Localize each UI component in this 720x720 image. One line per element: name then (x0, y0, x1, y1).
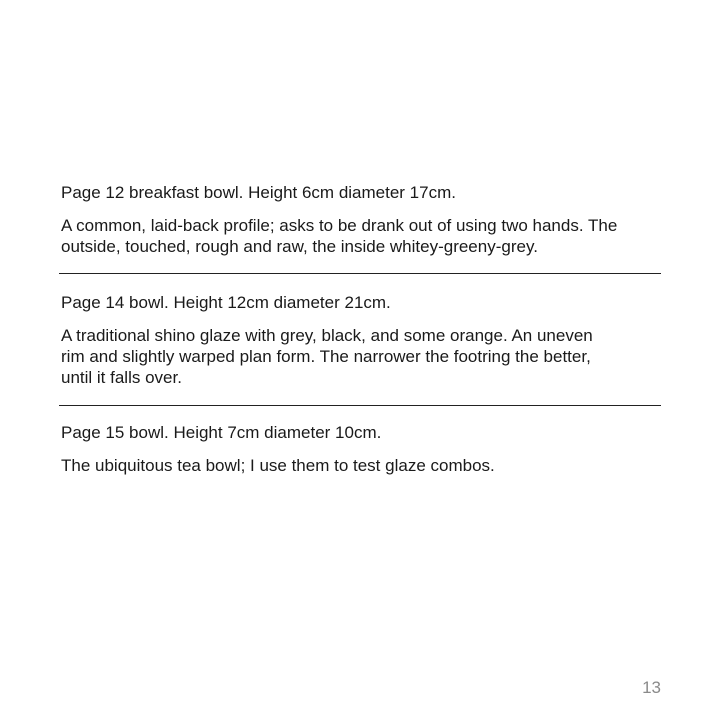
slide-content (61, 183, 661, 476)
entry-page-14 (61, 293, 661, 388)
divider-line (59, 405, 661, 406)
entry-title: Page 12 breakfast bowl. Height 6cm diameter 17cm. (61, 183, 456, 202)
entry-title: Page 15 bowl. Height 7cm diameter 10cm. (61, 423, 382, 442)
page-number: 13 (642, 678, 661, 697)
entry-page-15 (61, 423, 661, 476)
divider-line (59, 273, 661, 274)
entry-description: A traditional shino glaze with grey, black, and some orange. An uneven rim and slightly warped plan form. The narrower the footring the better, until it falls over. (61, 326, 593, 387)
entry-description: The ubiquitous tea bowl; I use them to test glaze combos. (61, 456, 495, 475)
entry-title: Page 14 bowl. Height 12cm diameter 21cm. (61, 293, 391, 312)
entry-page-12 (61, 183, 661, 257)
entry-description: A common, laid-back profile; asks to be drank out of using two hands. The outside, touched, rough and raw, the inside whitey-greeny-grey. (61, 216, 618, 256)
